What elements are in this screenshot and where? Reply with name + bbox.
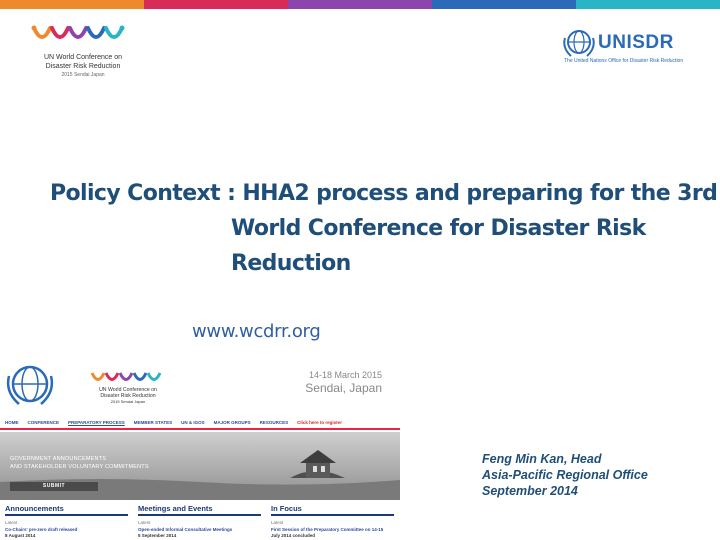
in-focus-column [266, 504, 399, 540]
nav-register[interactable]: Click here to register [297, 419, 342, 425]
top-bar-segment-purple [288, 0, 432, 9]
wcdrr-logo-line2: Disaster Risk Reduction [45, 63, 121, 70]
wcdrr-wave-logo-icon [88, 368, 168, 388]
wcdrr-logo-line1: UN World Conference on [43, 54, 123, 61]
nav-major-groups[interactable]: MAJOR GROUPS [213, 419, 251, 425]
website-event-date: 14-18 March 2015 [308, 370, 382, 380]
unisdr-logo [562, 28, 692, 68]
column-latest-label: Latest [271, 520, 284, 525]
top-bar-segment-orange [0, 0, 144, 9]
column-item[interactable]: First Session of the Preparatory Committee on 14-15 [271, 527, 384, 532]
website-logo-line2: Disaster Risk Reduction [100, 393, 156, 399]
nav-resources[interactable]: RESOURCES [259, 419, 289, 425]
banner-text [10, 455, 149, 471]
column-item-date: 8 August 2014 [5, 532, 36, 538]
unisdr-subtitle: The United Nations Office for Disaster Risk Reduction [564, 58, 684, 64]
column-latest-label: Latest [5, 520, 18, 525]
column-heading[interactable]: Announcements [5, 504, 128, 516]
top-bar-segment-red [144, 0, 288, 9]
slide-title-line2: World Conference for Disaster Risk [231, 216, 646, 241]
banner-text-line1: GOVERNMENT ANNOUNCEMENTS [10, 456, 107, 462]
nav-preparatory-process[interactable]: PREPARATORY PROCESS [68, 419, 125, 425]
wcdrr-logo-line3: 2015 Sendai Japan [61, 72, 105, 78]
slide-title [50, 176, 717, 281]
column-heading[interactable]: Meetings and Events [138, 504, 261, 516]
un-emblem-icon [562, 28, 596, 58]
website-banner [0, 432, 400, 500]
meetings-column [133, 504, 266, 540]
website-columns [0, 504, 400, 540]
column-item-date: 5 September 2014 [138, 532, 177, 538]
slide-title-line1: Policy Context : HHA2 process and preparing for the 3rd [50, 181, 718, 206]
slide-title-line3: Reduction [231, 251, 351, 276]
un-emblem-icon [6, 362, 54, 408]
author-date: September 2014 [482, 484, 578, 498]
author-name: Feng Min Kan, Head [482, 452, 602, 466]
website-screenshot [0, 354, 400, 540]
unisdr-wordmark: UNISDR [598, 32, 674, 53]
website-nav [0, 416, 400, 430]
column-latest-label: Latest [138, 520, 151, 525]
wcdrr-wave-logo-icon [28, 20, 138, 50]
announcements-column [0, 504, 133, 540]
top-bar-segment-teal [576, 0, 720, 9]
nav-home[interactable]: HOME [5, 419, 19, 425]
author-block [482, 451, 648, 499]
website-event-place: Sendai, Japan [305, 381, 382, 395]
website-logo-line3: 2015 Sendai Japan [110, 399, 146, 404]
column-item-date: July 2014 concluded [271, 532, 316, 538]
banner-text-line2: AND STAKEHOLDER VOLUNTARY COMMITMENTS [10, 464, 149, 470]
wcdrr-logo [28, 20, 138, 88]
website-logo-line1: UN World Conference on [99, 387, 157, 393]
column-item[interactable]: Co-Chairs' pre-zero draft released [5, 527, 78, 532]
author-office: Asia-Pacific Regional Office [482, 468, 648, 482]
nav-conference[interactable]: CONFERENCE [27, 419, 60, 425]
column-item[interactable]: Open-ended Informal Consultative Meetings [138, 527, 233, 532]
nav-un-igos[interactable]: UN & IGOS [181, 419, 205, 425]
top-bar-segment-blue [432, 0, 576, 9]
submit-button[interactable]: SUBMIT [10, 482, 98, 491]
column-heading[interactable]: In Focus [271, 504, 394, 516]
top-color-bar [0, 0, 720, 9]
website-header [0, 354, 400, 410]
wcdrr-website-link[interactable]: www.wcdrr.org [192, 321, 321, 342]
nav-member-states[interactable]: MEMBER STATES [133, 419, 173, 425]
